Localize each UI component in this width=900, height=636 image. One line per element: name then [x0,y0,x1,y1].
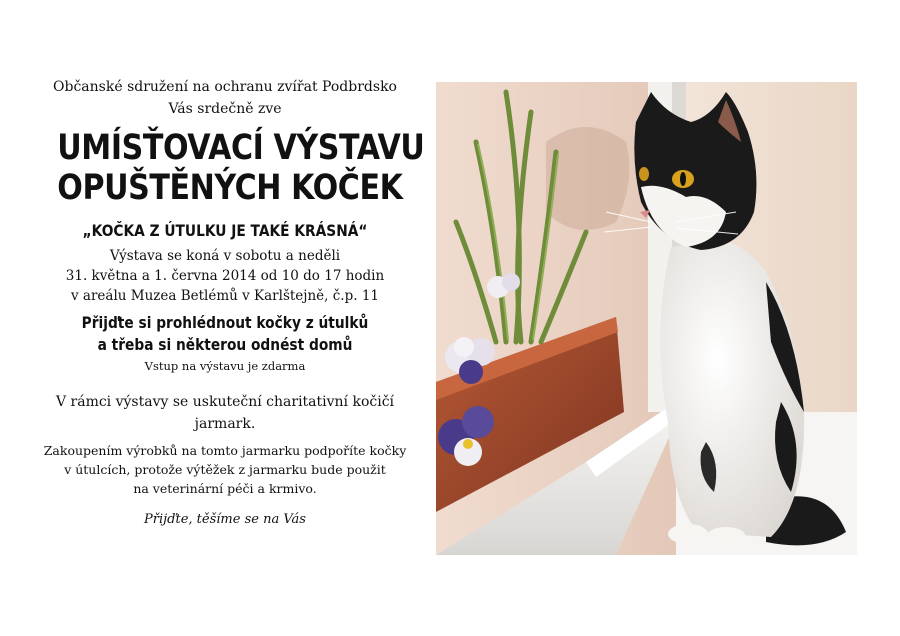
event-info [30,246,420,306]
headline-line-2: OPUŠTĚNÝCH KOČEK [57,168,403,208]
poster-text-column [30,76,425,530]
slogan: „KOČKA Z ÚTULKU JE TAKÉ KRÁSNÁ“ [82,221,368,240]
market-headline: V rámci výstavy se uskuteční charitativní kočičí jarmark. [55,394,395,432]
call-to-action [30,312,420,356]
event-info-line: 31. května a 1. června 2014 od 10 do 17 hodin [65,268,385,284]
market-description-line: v útulcích, protože výtěžek z jarmarku bude použit [64,462,386,477]
headline [30,128,425,208]
cta-line-1: Přijďte si prohlédnout kočky z útulků [81,313,369,332]
admission-note: Vstup na výstavu je zdarma [144,359,306,373]
event-info-line: Výstava se koná v sobotu a neděli [109,248,341,264]
headline-line-1: UMÍSŤOVACÍ VÝSTAVU [57,128,425,168]
invite-line: Vás srdečně zve [168,101,282,117]
cat-photo-illustration [436,82,857,555]
event-info-line: v areálu Muzea Betlémů v Karlštejně, č.p. 11 [70,288,380,304]
cat-photo [436,82,857,555]
market-description-line: Zakoupením výrobků na tomto jarmarku podpoříte kočky [43,443,407,458]
market-description [30,441,420,498]
market-description-line: na veterinární péči a krmivo. [133,481,317,496]
closing-line: Přijďte, těšíme se na Vás [144,512,306,527]
organizer-line: Občanské sdružení na ochranu zvířat Podbrdsko [53,79,397,95]
cta-line-2: a třeba si některou odnést domů [97,335,353,354]
